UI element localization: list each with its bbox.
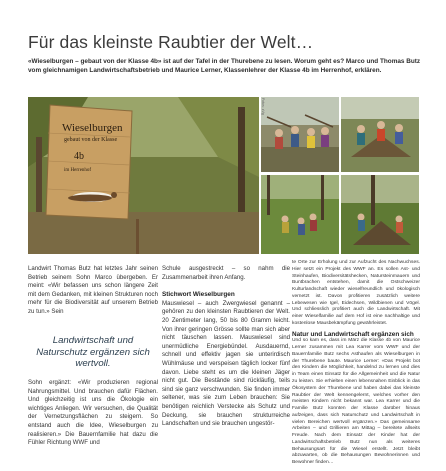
col2-heading: Stichwort Wieselburgen [162,291,235,299]
pull-quote: Landwirtschaft und Naturschutz ergänzen sich wertvoll. [36,335,150,370]
col3-heading: Natur und Landwirtschaft ergänzen sich [292,330,414,338]
col1-paragraph-2: Sohn ergänzt: «Wir produzieren regional Nahrungsmittel. Und brauchen dafür Flächen. Und gleichzeitig ist uns die Ökologie ein wichtiges Anliegen. Wir versuchen, die Qualität der Vernetzungsflächen zu steigern. So entstand auch die Idee, Wieselburgen zu realisieren.» Die Bauernfamilie hat dazu die Fühler Richtung WWF und [28,379,158,447]
col3-paragraph-1: te Orte zur Erholung und zur Aufzucht des Nachwuchses. Hier setzt ein Projekt des WWF an. Es sollen Ast- und Steinhaufen, Biodiversitätshecken, Natursteinmauern und Buntbrachen entstehen, damit die Ostschweizer Kulturlandschaft wieder wieselfreundlich und ökologisch vernetzt ist. Davon profitieren zusätzlich weitere Lebewesen wie Igel, Eidechsen, Wildbienen und Vögel. Und schliesslich profitiert auch die Landwirtschaft. Mit einer Wieselfamilie auf dem Hof ist eine nachhaltige und kostenlose Mausbekämpfung gewährleistet. [292,260,420,326]
col3-paragraph-2: Und so kam es, dass im März die Klasse 4b von Maurice Lerner zusammen mit Lea Karrer vom WWF und der Bauernfamilie Butz sechs Asthaufen als Wieselburgen in der Thurebene baute. Maurice Lerner: «Das Projekt bot den Kindern die Möglichkeit, handelnd zu lernen und dies in Team einen Einsatz für die Allgemeinheit und die Natur zu leisten. Sie erhielten einen lebensnahen Einblick in das Ökosystem der Thurebene und haben dabei das kleinste Raubtier der Welt kennengelernt, welches vorher den meisten Kindern nicht bekannt war. Lea Karrer und die Familie Butz konnten der Klasse darüber hinaus aufzeigen, dass sich Naturschutz und Landwirtschaft in vielen Bereichen wertvoll ergänzen.» Das gemeinsame Arbeiten – und Grillieren am Mittag – bereitete allseits Freude. Nach dem Einsatz der Kinder hat der Landwirtschaftsbetrieb Butz nun als weiteres Behausungsart für die Wiesel erstellt. Jetzt bleibt abzuwarten, ob die Behausungen Bewohnerinnen und Bewohner finden… [292,338,420,466]
column-1-top [28,265,158,317]
article-lead: «Wieselburgen – gebaut von der Klasse 4b» ist auf der Tafel in der Thurebene zu lesen. Worum geht es? Marco und Thomas Butz vom gleichnamigen Landwirtschaftsbetrieb und Maurice Lerner, Klassenlehrer der Klasse 4b im Herrenhof, erklären. [28,58,421,74]
sign-line2: gebaut von der Klasse [64,137,118,143]
photo-credit: Fotos: zVg [261,98,265,115]
col2-paragraph-2: Mauswiesel – auch Zwergwiesel genannt – gehören zu den kleinsten Raubtieren der Welt. 20 Zentimeter lang, 50 bis 80 Gramm leicht. Von ihrer geringen Grösse sollte man sich aber nicht täuschen lassen. Mauswiesel sind unermüdliche Energiebündel. Ausdauernd, schnell und effektiv jagen sie unterirdisch Wühlmäuse und verspeisen täglich locker fünf davon. Liebe steht es um die kleinen Jäger nicht gut. Die Bestände sind rückläufig, teils sind sie ganz verschwunden. Sie finden immer seltener, was sie zum Leben brauchen: Sie benötigen reichlich Verstecke als Schutz und Deckung, sie brauchen strukturreiche Landschaften und sie brauchen ungestör- [162,299,290,428]
column-1-bottom [28,379,158,448]
column-3 [292,97,420,467]
column-2 [162,265,290,429]
sign-line1: Wieselburgen [62,122,123,134]
sign-line4: im Herrenhof [64,168,92,173]
col2-paragraph-1: Schule ausgestreckt – so nahm die Zusammenarbeit ihren Anfang. [162,265,290,281]
photo-sign [28,97,259,254]
sign-line3: 4b [74,151,84,162]
article-title: Für das kleinste Raubtier der Welt… [28,32,314,52]
col1-paragraph-1: Landwirt Thomas Butz hat letztes Jahr seinen Betrieb seinem Sohn Marco übergeben. Er meint: «Wir befassen uns schon längere Zeit mit dem Gedanken, mit kleinen Strukturen noch mehr für die Biodiversität auf unserem Betrieb zu tun.» Sein [28,265,158,315]
